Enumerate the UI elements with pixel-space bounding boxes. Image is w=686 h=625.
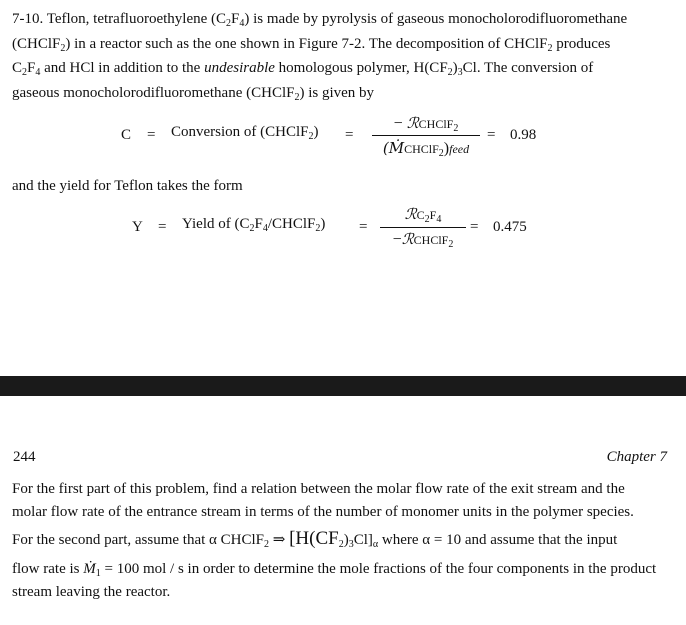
fraction-bar (380, 227, 466, 228)
page-break-band (0, 376, 686, 396)
problem-statement (12, 7, 672, 105)
part2-line-5: stream leaving the reactor. (12, 584, 171, 600)
yield-symbol: Y (132, 219, 143, 235)
conversion-label: Conversion of (CHClF$_2$) (171, 124, 319, 142)
problem-line-1: 7-10. Teflon, tetrafluoroethylene $(C_2F_4)$ is made by pyrolysis of gaseous monocholorodifluoromethane (12, 11, 628, 29)
emphasis-undesirable: undesirable (204, 60, 275, 76)
conversion-value: 0.98 (510, 127, 537, 143)
fraction-bar (372, 135, 480, 136)
conversion-numerator: − ℛCHClF$_2$ (393, 114, 459, 134)
chapter-header: Chapter 7 (606, 449, 667, 465)
conversion-symbol: C (121, 127, 132, 143)
conversion-denominator: (ṀCHClF$_2$)feed (382, 139, 470, 159)
problem-number: 7-10. (12, 11, 44, 27)
part2-text (12, 478, 672, 604)
part2-line-3: For the second part, assume that α CHClF$_2$ ⇒ $[H(CF_2)_3Cl]_\alpha$ where α = 10 and assume that the input (12, 528, 618, 550)
yield-intro: and the yield for Teflon takes the form (12, 178, 243, 194)
equals-sign: = (345, 127, 354, 143)
page-number: 244 (13, 449, 36, 465)
yield-value: 0.475 (493, 219, 527, 235)
yield-denominator: −ℛCHClF$_2$ (392, 230, 454, 250)
yield-numerator: $ℛC_2F_4$ (404, 205, 442, 225)
part2-line-4: flow rate is Ṁ$_1$ = 100 mol / s in order to determine the mole fractions of the four components in the product (12, 561, 657, 579)
part2-line-1: For the first part of this problem, find a relation between the molar flow rate of the exit stream and the (12, 481, 625, 497)
equals-sign: = (147, 127, 156, 143)
equals-sign: = (359, 219, 368, 235)
part2-line-2: molar flow rate of the entrance stream in terms of the number of monomer units in the polymer species. (12, 504, 634, 520)
problem-line-3: $C_2F_4$ and HCl in addition to the undesirable homologous polymer, $H(CF_2)_3Cl$. The conversion of (12, 60, 594, 78)
equals-sign: = (487, 127, 496, 143)
equals-sign: = (470, 219, 479, 235)
yield-label: Yield of $(C_2F_4/CHClF_2)$ (182, 216, 326, 234)
equals-sign: = (158, 219, 167, 235)
problem-line-2: (CHClF$_2$) in a reactor such as the one shown in Figure 7-2. The decomposition of CHClF$_2$ produces (12, 35, 611, 54)
problem-line-4: gaseous monocholorodifluoromethane (CHClF$_2$) is given by (12, 84, 375, 103)
